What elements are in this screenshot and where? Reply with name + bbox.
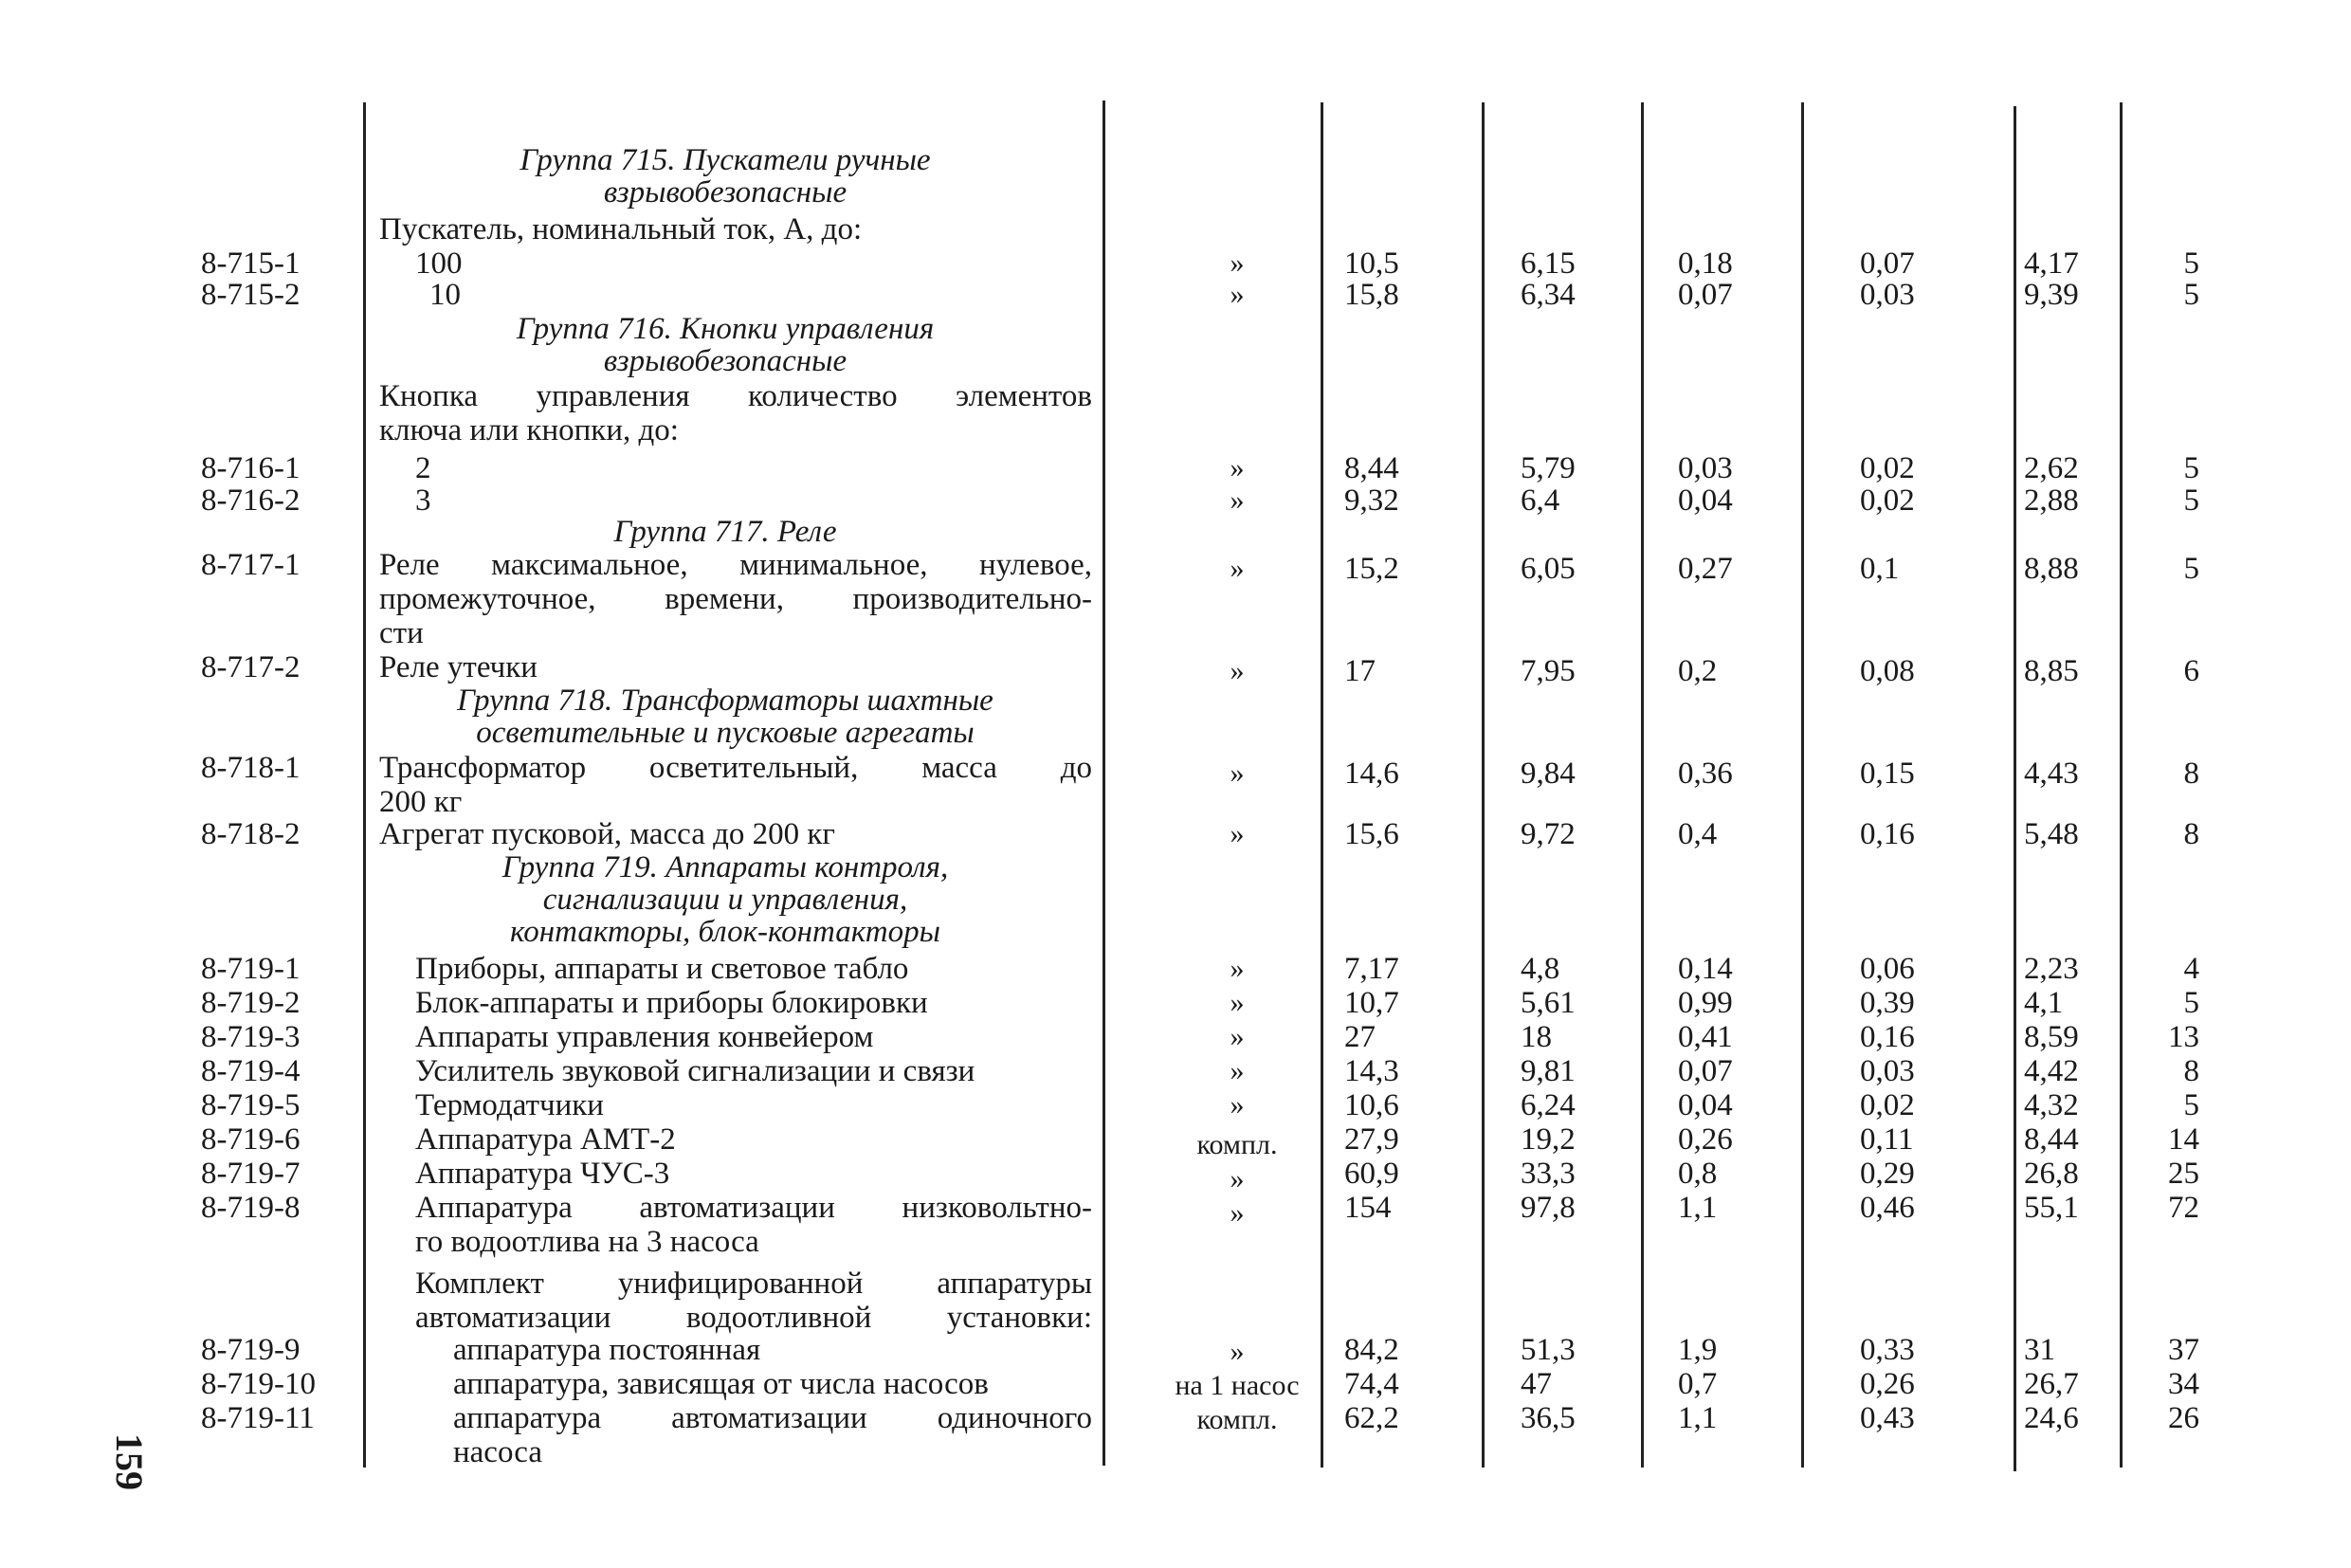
group-header-715: Группа 715. Пускатели ручные взрывобезопасные [519,143,931,210]
group-note-716: Кнопка управления количество элементов ключа или кнопки, до: [379,379,1092,447]
column-rule [2014,106,2016,1471]
group-header-719: Группа 719. Аппараты контроля, сигнализации и управления, контакторы, блок-контакторы [501,850,949,949]
column-rule [1482,102,1485,1468]
group-note-715: Пускатель, номинальный ток, А, до: [379,212,863,246]
group-header-716: Группа 716. Кнопки управления взрывобезопасные [516,312,935,378]
group-header-718: Группа 718. Трансформаторы шахтные осветительные и пусковые агрегаты [457,684,993,750]
column-rule [1641,102,1644,1468]
column-rule [363,102,366,1468]
column-rule [1103,100,1105,1466]
page-number: 159 [108,1433,151,1490]
group-note-719: Комплект унифицированной аппаратуры автоматизации водоотливной установки: [415,1267,1092,1335]
group-header-717: Группа 717. Реле [613,515,837,549]
column-rule [2120,102,2123,1468]
column-rule [1801,102,1804,1468]
